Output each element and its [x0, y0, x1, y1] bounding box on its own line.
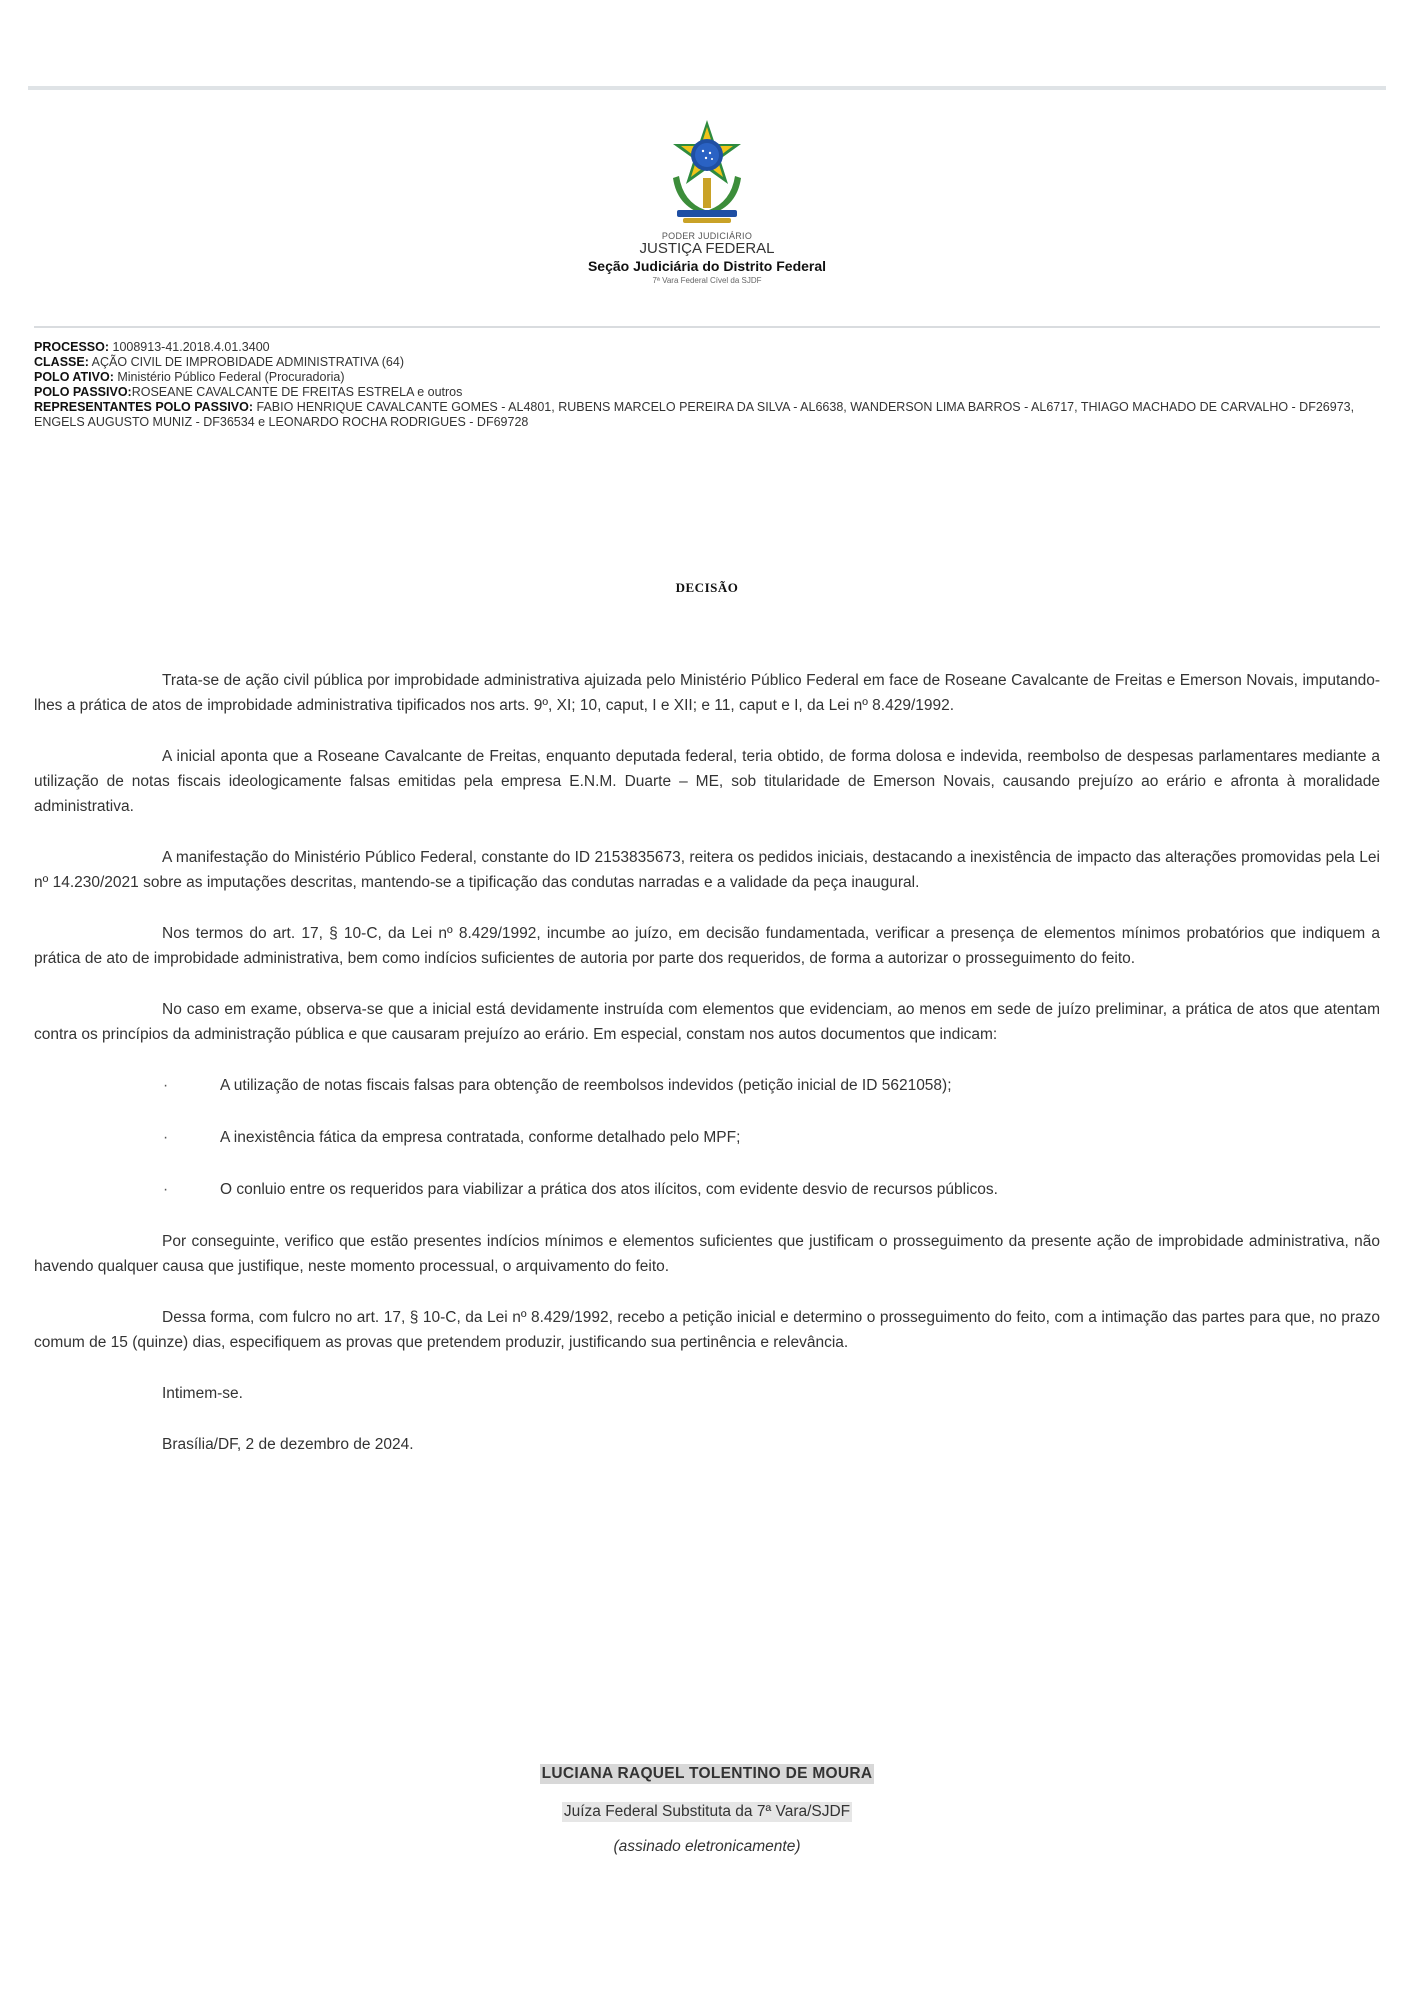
- representantes-value: FABIO HENRIQUE CAVALCANTE GOMES - AL4801, RUBENS MARCELO PEREIRA DA SILVA - AL6638, WANDERSON LIMA BARROS - AL6717, THIAGO MACHADO DE CARVALHO - DF26973, ENGELS AUGUSTO MUNIZ - DF36534 e LEONARDO ROCHA RODRIGUES - DF69728: [34, 400, 1355, 429]
- evidence-item-3: [34, 1177, 1380, 1202]
- evidence-item-2-text: A inexistência fática da empresa contratada, conforme detalhado pelo MPF;: [220, 1129, 741, 1146]
- paragraph-7: Dessa forma, com fulcro no art. 17, § 10-C, da Lei nº 8.429/1992, recebo a petição inicial e determino o prosseguimento do feito, com a intimação das partes para que, no prazo comum de 15 (quinze) dias, especifiquem as provas que pretendem produzir, justificando sua pertinência e relevância.: [34, 1309, 1380, 1351]
- polo-passivo-line: [34, 385, 1380, 400]
- top-divider: [28, 86, 1386, 90]
- signature-block: [0, 1764, 1414, 1856]
- document-title: DECISÃO: [675, 580, 739, 595]
- classe-label: CLASSE:: [34, 355, 89, 369]
- processo-line: [34, 340, 1380, 355]
- signer-role: Juíza Federal Substituta da 7ª Vara/SJDF: [563, 1803, 851, 1820]
- polo-ativo-label: POLO ATIVO:: [34, 370, 114, 384]
- case-metadata: [34, 340, 1380, 430]
- paragraph-3: A manifestação do Ministério Público Federal, constante do ID 2153835673, reitera os pedidos iniciais, destacando a inexistência de impacto das alterações promovidas pela Lei nº 14.230/2021 sobre as imputações descritas, mantendo-se a tipificação das condutas narradas e a validade da peça inaugural.: [34, 849, 1380, 891]
- paragraph-2: A inicial aponta que a Roseane Cavalcante de Freitas, enquanto deputada federal, teria obtido, de forma dolosa e indevida, reembolso de despesas parlamentares mediante a utilização de notas fiscais ideologicamente falsas emitidas pela empresa E.N.M. Duarte – ME, sob titularidade de Emerson Novais, causando prejuízo ao erário e afronta à moralidade administrativa.: [34, 748, 1380, 815]
- evidence-item-1-text: A utilização de notas fiscais falsas para obtenção de reembolsos indevidos (petição inicial de ID 5621058);: [220, 1077, 952, 1094]
- decision-body: [34, 668, 1380, 1483]
- header-vara: 7ª Vara Federal Cível da SJDF: [652, 276, 762, 285]
- bullet-dot-icon: ·: [163, 1181, 169, 1198]
- polo-passivo-value: ROSEANE CAVALCANTE DE FREITAS ESTRELA e outros: [131, 385, 463, 399]
- header-poder-judiciario: PODER JUDICIÁRIO: [661, 231, 753, 241]
- signature-note: (assinado eletronicamente): [613, 1838, 801, 1855]
- evidence-item-2: [34, 1125, 1380, 1150]
- processo-value: 1008913-41.2018.4.01.3400: [112, 340, 270, 354]
- processo-label: PROCESSO:: [34, 340, 110, 354]
- header-secao-judiciaria: Seção Judiciária do Distrito Federal: [587, 258, 827, 274]
- paragraph-6: Por conseguinte, verifico que estão presentes indícios mínimos e elementos suficientes que justificam o prosseguimento da presente ação de improbidade administrativa, não havendo qualquer causa que justifique, neste momento processual, o arquivamento do feito.: [34, 1233, 1380, 1275]
- classe-line: [34, 355, 1380, 370]
- paragraph-5: No caso em exame, observa-se que a inicial está devidamente instruída com elementos que evidenciam, ao menos em sede de juízo preliminar, a prática de atos que atentam contra os princípios da administração pública e que causaram prejuízo ao erário. Em especial, constam nos autos documentos que indicam:: [34, 1001, 1380, 1043]
- classe-value: AÇÃO CIVIL DE IMPROBIDADE ADMINISTRATIVA (64): [91, 355, 405, 369]
- representantes-line: [34, 400, 1380, 430]
- paragraph-4: Nos termos do art. 17, § 10-C, da Lei nº 8.429/1992, incumbe ao juízo, em decisão fundamentada, verificar a presença de elementos mínimos probatórios que indiquem a prática de ato de improbidade administrativa, bem como indícios suficientes de autoria por parte dos requeridos, de forma a autorizar o prosseguimento do feito.: [34, 925, 1380, 967]
- polo-passivo-label: POLO PASSIVO:: [34, 385, 132, 399]
- bullet-dot-icon: ·: [163, 1129, 169, 1146]
- evidence-item-3-text: O conluio entre os requeridos para viabilizar a prática dos atos ilícitos, com evidente desvio de recursos públicos.: [220, 1181, 998, 1198]
- evidence-list: [34, 1073, 1380, 1202]
- brasao-emblem-icon: [659, 118, 755, 228]
- polo-ativo-value: Ministério Público Federal (Procuradoria): [117, 370, 345, 384]
- paragraph-1: Trata-se de ação civil pública por improbidade administrativa ajuizada pelo Ministério Público Federal em face de Roseane Cavalcante de Freitas e Emerson Novais, imputando-lhes a prática de atos de improbidade administrativa tipificados nos arts. 9º, XI; 10, caput, I e XII; e 11, caput e I, da Lei nº 8.429/1992.: [34, 672, 1380, 714]
- bullet-dot-icon: ·: [163, 1077, 169, 1094]
- polo-ativo-line: [34, 370, 1380, 385]
- representantes-label: REPRESENTANTES POLO PASSIVO:: [34, 400, 254, 414]
- document-header: [0, 118, 1414, 287]
- header-justica-federal: JUSTIÇA FEDERAL: [639, 240, 775, 257]
- date-line: Brasília/DF, 2 de dezembro de 2024.: [162, 1436, 414, 1453]
- evidence-item-1: [34, 1073, 1380, 1098]
- header-divider: [34, 326, 1380, 328]
- closing-text: Intimem-se.: [162, 1385, 243, 1402]
- signer-name: LUCIANA RAQUEL TOLENTINO DE MOURA: [541, 1765, 873, 1782]
